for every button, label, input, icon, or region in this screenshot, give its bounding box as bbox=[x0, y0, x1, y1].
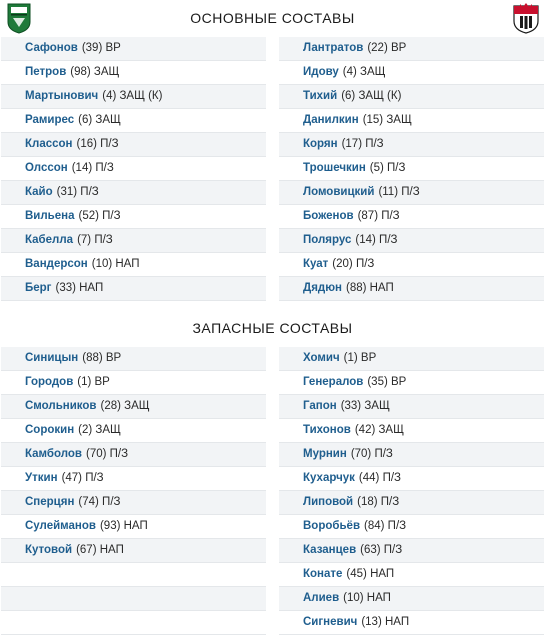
player-row bbox=[1, 133, 266, 157]
player-number-position: (18) П/З bbox=[357, 496, 400, 508]
player-name-link[interactable]: Олссон bbox=[25, 162, 68, 174]
player-number-position: (98) ЗАЩ bbox=[70, 66, 120, 78]
player-number-position: (22) ВР bbox=[367, 42, 407, 54]
player-number-position: (6) ЗАЩ bbox=[78, 114, 121, 126]
home-substitutes bbox=[1, 347, 266, 635]
player-name-link[interactable]: Идову bbox=[303, 66, 339, 78]
player-number-position: (17) П/З bbox=[341, 138, 384, 150]
player-row bbox=[279, 277, 544, 301]
player-row bbox=[1, 37, 266, 61]
player-row bbox=[279, 563, 544, 587]
player-name-link[interactable]: Рамирес bbox=[25, 114, 75, 126]
player-number-position: (42) ЗАЩ bbox=[354, 424, 404, 436]
player-name-link[interactable]: Генералов bbox=[303, 376, 364, 388]
player-name-link[interactable]: Синицын bbox=[25, 352, 79, 364]
player-name-link[interactable]: Куат bbox=[303, 258, 329, 270]
player-name-link[interactable]: Конате bbox=[303, 568, 343, 580]
player-name-link[interactable]: Боженов bbox=[303, 210, 354, 222]
player-number-position: (63) П/З bbox=[360, 544, 403, 556]
player-number-position: (70) П/З bbox=[350, 448, 393, 460]
player-number-position: (14) П/З bbox=[355, 234, 398, 246]
player-number-position: (11) П/З bbox=[378, 186, 420, 198]
player-number-position: (52) П/З bbox=[78, 210, 121, 222]
player-number-position: (15) ЗАЩ bbox=[362, 114, 412, 126]
player-number-position: (87) П/З bbox=[357, 210, 400, 222]
empty-row bbox=[1, 611, 266, 635]
player-row bbox=[279, 253, 544, 277]
player-name-link[interactable]: Камболов bbox=[25, 448, 83, 460]
empty-row bbox=[1, 587, 266, 611]
player-row bbox=[1, 467, 266, 491]
player-number-position: (28) ЗАЩ bbox=[100, 400, 150, 412]
player-row bbox=[279, 371, 544, 395]
player-row bbox=[1, 181, 266, 205]
player-name-link[interactable]: Кабелла bbox=[25, 234, 74, 246]
player-row bbox=[1, 371, 266, 395]
player-row bbox=[1, 61, 266, 85]
player-name-link[interactable]: Кайо bbox=[25, 186, 53, 198]
player-name-link[interactable]: Мартынович bbox=[25, 90, 99, 102]
empty-row bbox=[1, 563, 266, 587]
player-number-position: (39) ВР bbox=[81, 42, 121, 54]
player-row bbox=[279, 395, 544, 419]
player-name-link[interactable]: Данилкин bbox=[303, 114, 359, 126]
player-row bbox=[1, 253, 266, 277]
player-number-position: (47) П/З bbox=[61, 472, 104, 484]
player-name-link[interactable]: Алиев bbox=[303, 592, 340, 604]
player-name-link[interactable]: Вильена bbox=[25, 210, 75, 222]
player-number-position: (4) ЗАЩ bbox=[342, 66, 386, 78]
player-number-position: (4) ЗАЩ (К) bbox=[102, 90, 163, 102]
player-name-link[interactable]: Берг bbox=[25, 282, 52, 294]
player-name-link[interactable]: Лантратов bbox=[303, 42, 364, 54]
player-number-position: (84) П/З bbox=[364, 520, 407, 532]
player-row bbox=[279, 37, 544, 61]
player-name-link[interactable]: Сулейманов bbox=[25, 520, 96, 532]
player-row bbox=[1, 277, 266, 301]
player-row bbox=[279, 133, 544, 157]
player-row bbox=[279, 85, 544, 109]
player-number-position: (33) ЗАЩ bbox=[340, 400, 390, 412]
player-name-link[interactable]: Петров bbox=[25, 66, 67, 78]
player-row bbox=[279, 587, 544, 611]
player-row bbox=[279, 157, 544, 181]
player-number-position: (7) П/З bbox=[77, 234, 113, 246]
player-name-link[interactable]: Воробьёв bbox=[303, 520, 361, 532]
player-number-position: (31) П/З bbox=[56, 186, 99, 198]
player-name-link[interactable]: Классон bbox=[25, 138, 73, 150]
player-name-link[interactable]: Кутовой bbox=[25, 544, 73, 556]
player-name-link[interactable]: Сперцян bbox=[25, 496, 75, 508]
player-number-position: (1) ВР bbox=[77, 376, 110, 388]
player-number-position: (2) ЗАЩ bbox=[78, 424, 121, 436]
player-row bbox=[279, 181, 544, 205]
player-number-position: (44) П/З bbox=[358, 472, 401, 484]
substitutes-title: ЗАПАСНЫЕ СОСТАВЫ bbox=[192, 320, 353, 336]
player-row bbox=[279, 491, 544, 515]
player-number-position: (20) П/З bbox=[332, 258, 375, 270]
player-row bbox=[279, 443, 544, 467]
khimki-crest-icon[interactable] bbox=[513, 3, 539, 34]
player-row bbox=[279, 539, 544, 563]
player-row bbox=[279, 229, 544, 253]
player-row bbox=[1, 395, 266, 419]
player-name-link[interactable]: Полярус bbox=[303, 234, 352, 246]
player-number-position: (1) ВР bbox=[343, 352, 377, 364]
player-row bbox=[279, 515, 544, 539]
player-number-position: (88) ВР bbox=[82, 352, 122, 364]
player-name-link[interactable]: Ломовицкий bbox=[303, 186, 375, 198]
player-number-position: (45) НАП bbox=[346, 568, 395, 580]
player-number-position: (6) ЗАЩ (К) bbox=[341, 90, 402, 102]
player-number-position: (14) П/З bbox=[71, 162, 114, 174]
player-row bbox=[1, 347, 266, 371]
player-row bbox=[279, 347, 544, 371]
player-name-link[interactable]: Мурнин bbox=[303, 448, 347, 460]
player-name-link[interactable]: Липовой bbox=[303, 496, 354, 508]
player-name-link[interactable]: Дядюн bbox=[303, 282, 342, 294]
player-name-link[interactable]: Вандерсон bbox=[25, 258, 88, 270]
player-name-link[interactable]: Кухарчук bbox=[303, 472, 355, 484]
player-name-link[interactable]: Сигневич bbox=[303, 616, 358, 628]
player-name-link[interactable]: Хомич bbox=[303, 352, 340, 364]
away-substitutes bbox=[279, 347, 544, 635]
player-name-link[interactable]: Корян bbox=[303, 138, 338, 150]
player-number-position: (10) НАП bbox=[91, 258, 140, 270]
player-name-link[interactable]: Уткин bbox=[25, 472, 58, 484]
player-row bbox=[279, 611, 544, 635]
player-number-position: (88) НАП bbox=[345, 282, 394, 294]
player-number-position: (5) П/З bbox=[369, 162, 406, 174]
krasnodar-crest-icon[interactable] bbox=[7, 3, 31, 34]
player-name-link[interactable]: Сорокин bbox=[25, 424, 75, 436]
player-row bbox=[279, 61, 544, 85]
player-number-position: (33) НАП bbox=[55, 282, 104, 294]
player-name-link[interactable]: Сафонов bbox=[25, 42, 78, 54]
player-number-position: (70) П/З bbox=[86, 448, 129, 460]
player-row bbox=[1, 157, 266, 181]
player-name-link[interactable]: Гапон bbox=[303, 400, 337, 412]
home-main-lineup bbox=[1, 37, 266, 301]
player-number-position: (35) ВР bbox=[367, 376, 407, 388]
player-row bbox=[1, 539, 266, 563]
player-row bbox=[1, 443, 266, 467]
player-row bbox=[1, 229, 266, 253]
player-row bbox=[279, 467, 544, 491]
player-row bbox=[1, 205, 266, 229]
player-name-link[interactable]: Казанцев bbox=[303, 544, 357, 556]
main-lineups-title: ОСНОВНЫЕ СОСТАВЫ bbox=[190, 10, 355, 26]
player-row bbox=[1, 419, 266, 443]
player-row bbox=[1, 491, 266, 515]
player-name-link[interactable]: Тихий bbox=[303, 90, 338, 102]
player-number-position: (10) НАП bbox=[343, 592, 391, 604]
away-main-lineup bbox=[279, 37, 544, 301]
player-row bbox=[279, 419, 544, 443]
player-name-link[interactable]: Трошечкин bbox=[303, 162, 366, 174]
player-row bbox=[279, 109, 544, 133]
player-row bbox=[1, 515, 266, 539]
player-row bbox=[1, 85, 266, 109]
player-number-position: (67) НАП bbox=[76, 544, 124, 556]
player-number-position: (93) НАП bbox=[99, 520, 148, 532]
player-row bbox=[279, 205, 544, 229]
player-name-link[interactable]: Городов bbox=[25, 376, 74, 388]
player-row bbox=[1, 109, 266, 133]
player-name-link[interactable]: Смольников bbox=[25, 400, 97, 412]
player-name-link[interactable]: Тихонов bbox=[303, 424, 351, 436]
player-number-position: (13) НАП bbox=[361, 616, 410, 628]
player-number-position: (74) П/З bbox=[78, 496, 121, 508]
player-number-position: (16) П/З bbox=[76, 138, 119, 150]
